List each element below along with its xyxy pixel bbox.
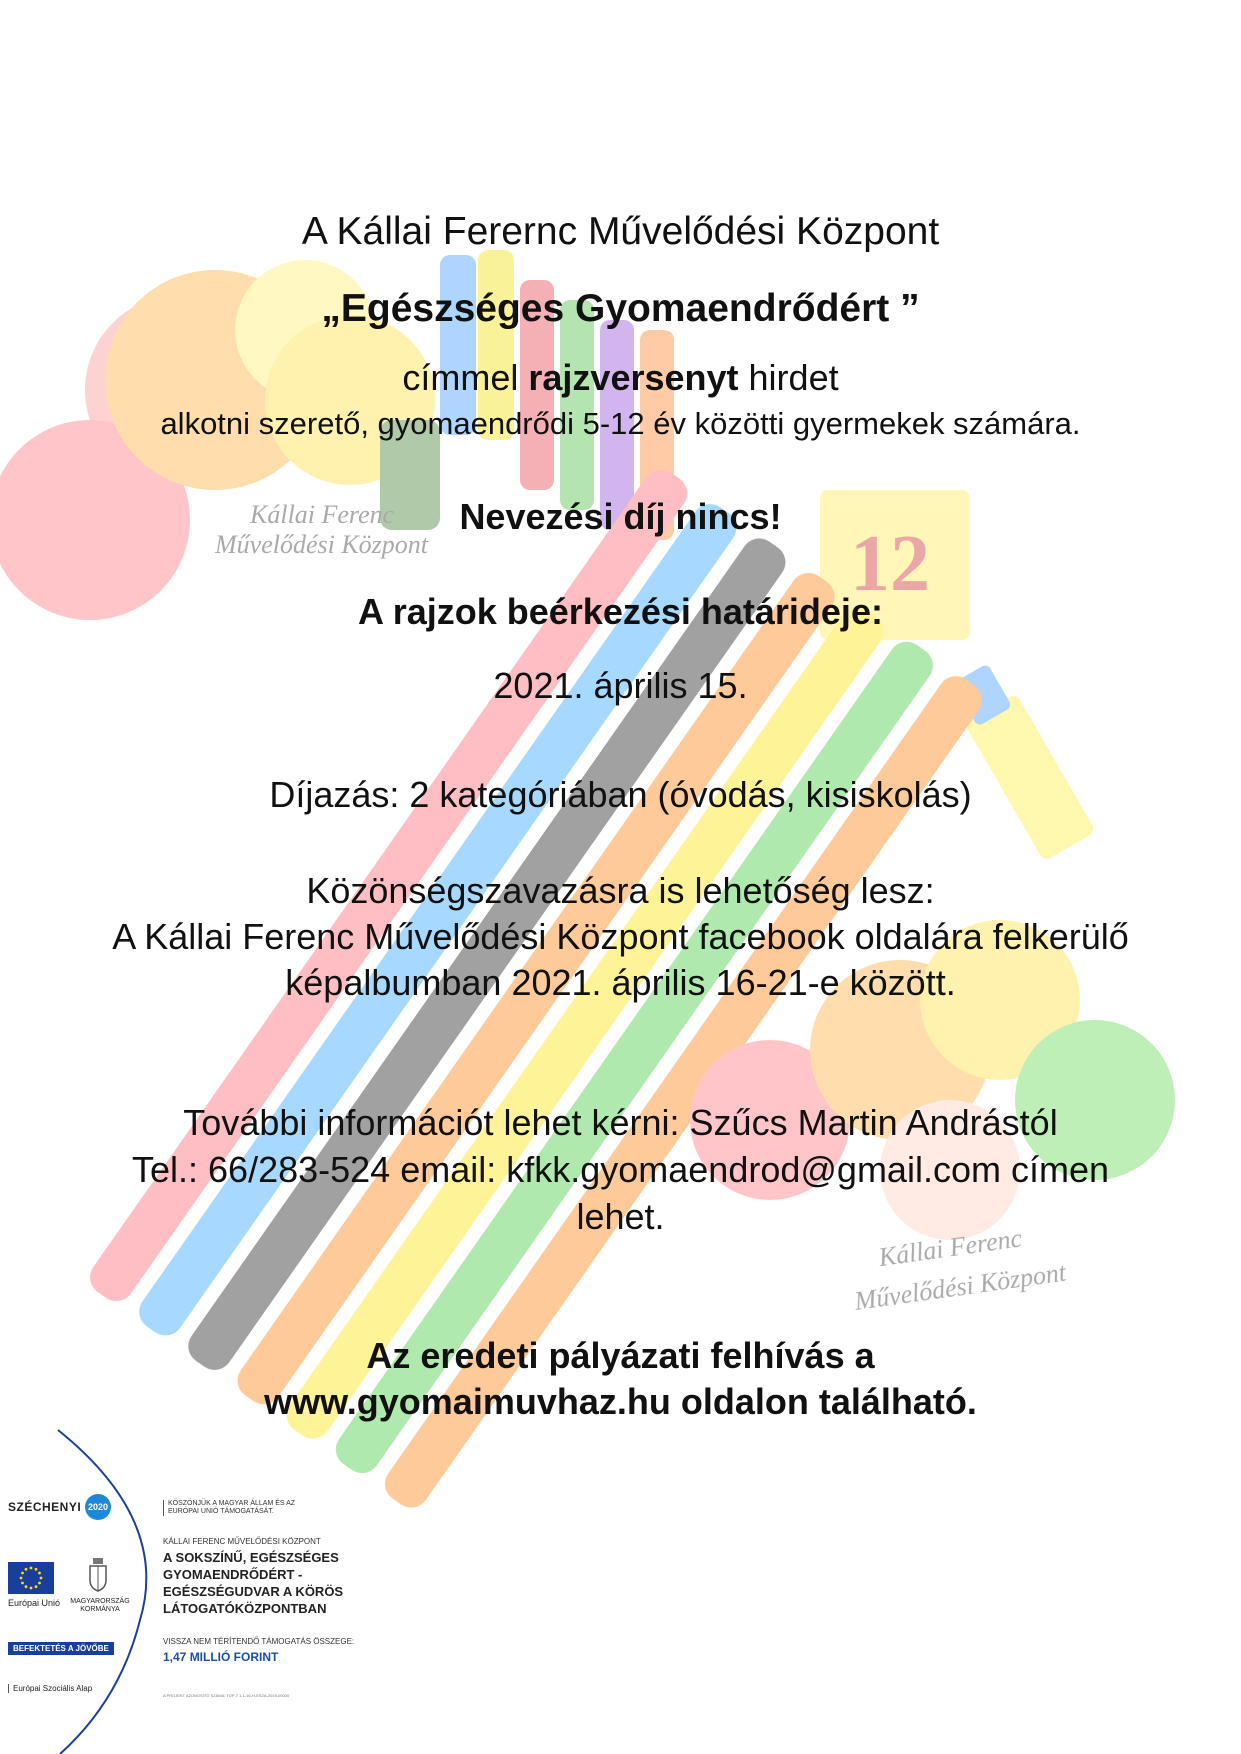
subtitle-pre: címmel	[402, 357, 529, 398]
info-line-1: További információt lehet kérni: Szűcs Martin Andrástól	[183, 1102, 1058, 1143]
subtitle-post: hirdet	[738, 357, 839, 398]
watermark-top-line2: Művelődési Központ	[215, 530, 429, 559]
footer-arc	[58, 1430, 146, 1754]
info-line-2: Tel.: 66/283-524 email: kfkk.gyomaendrod@gmail.com címen	[132, 1149, 1109, 1190]
audience-line: alkotni szerető, gyomaendrődi 5-12 év közötti gyermekek számára.	[160, 406, 1081, 441]
poster-title: „Egészséges Gyomaendrődért ”	[321, 287, 920, 330]
grant-amount: 1,47 MILLIÓ FORINT	[163, 1650, 279, 1664]
project-title: A SOKSZÍNŰ, EGÉSZSÉGES GYOMAENDRŐDÉRT - EGÉSZSÉGUDVAR A KÖRÖS LÁTOGATÓKÖZPONTBAN	[163, 1550, 344, 1616]
vote-line-3: képalbumban 2021. április 16-21-e között.	[285, 962, 956, 1003]
watermark-top-line1: Kállai Ferenc	[250, 500, 395, 529]
subtitle-bold: rajzversenyt	[528, 357, 739, 398]
crayon	[560, 300, 594, 510]
subtitle-line	[0, 357, 1241, 399]
organizer-line: A Kállai Ferernc Művelődési Központ	[301, 210, 940, 253]
thanks-text: KÖSZÖNJÜK A MAGYAR ÁLLAM ÉS AZ EURÓPAI UNIÓ TÁMOGATÁSÁT.	[163, 1500, 318, 1516]
watermark-bottom-line1: Kállai Ferenc	[876, 1223, 1024, 1273]
deadline-label: A rajzok beérkezési határideje:	[358, 591, 883, 632]
vote-line-1: Közönségszavazásra is lehetőség lesz:	[306, 870, 935, 911]
original-call-line-2: www.gyomaimuvhaz.hu oldalon található.	[264, 1381, 977, 1422]
vote-line-2: A Kállai Ferenc Művelődési Központ facebook oldalára felkerülő	[112, 916, 1129, 957]
grant-label: VISSZA NEM TÉRÍTENDŐ TÁMOGATÁS ÖSSZEGE:	[163, 1637, 355, 1646]
project-reference-number: A PROJEKT AZONOSÍTÓ SZÁMA: TOP-7.1.1-16-H-ESZA-2019-00020	[163, 1693, 290, 1698]
eu-flag-icon	[8, 1562, 54, 1594]
crayon-number: 12	[850, 520, 930, 608]
hungary-government-label: MAGYARORSZÁG KORMÁNYA	[70, 1598, 130, 1613]
invest-future-badge: BEFEKTETÉS A JÖVŐBE	[8, 1642, 114, 1655]
eu-label: Európai Unió	[8, 1598, 61, 1608]
fee-line: Nevezési díj nincs!	[459, 496, 782, 537]
szechenyi-2020-badge: 2020	[85, 1494, 111, 1520]
esf-label: Európai Szociális Alap	[8, 1684, 92, 1693]
deadline-date: 2021. április 15.	[493, 665, 748, 706]
original-call-line-1: Az eredeti pályázati felhívás a	[366, 1335, 875, 1376]
awards-line: Díjazás: 2 kategóriában (óvodás, kisiskolás)	[269, 774, 972, 815]
info-line-3: lehet.	[576, 1196, 665, 1237]
szechenyi-logo: SZÉCHENYI	[8, 1500, 82, 1514]
watermark-bottom-line2: Művelődési Központ	[852, 1257, 1068, 1316]
project-organization: KÁLLAI FERENC MŰVELŐDÉSI KÖZPONT	[163, 1537, 321, 1546]
hungary-crest-icon	[88, 1558, 108, 1592]
